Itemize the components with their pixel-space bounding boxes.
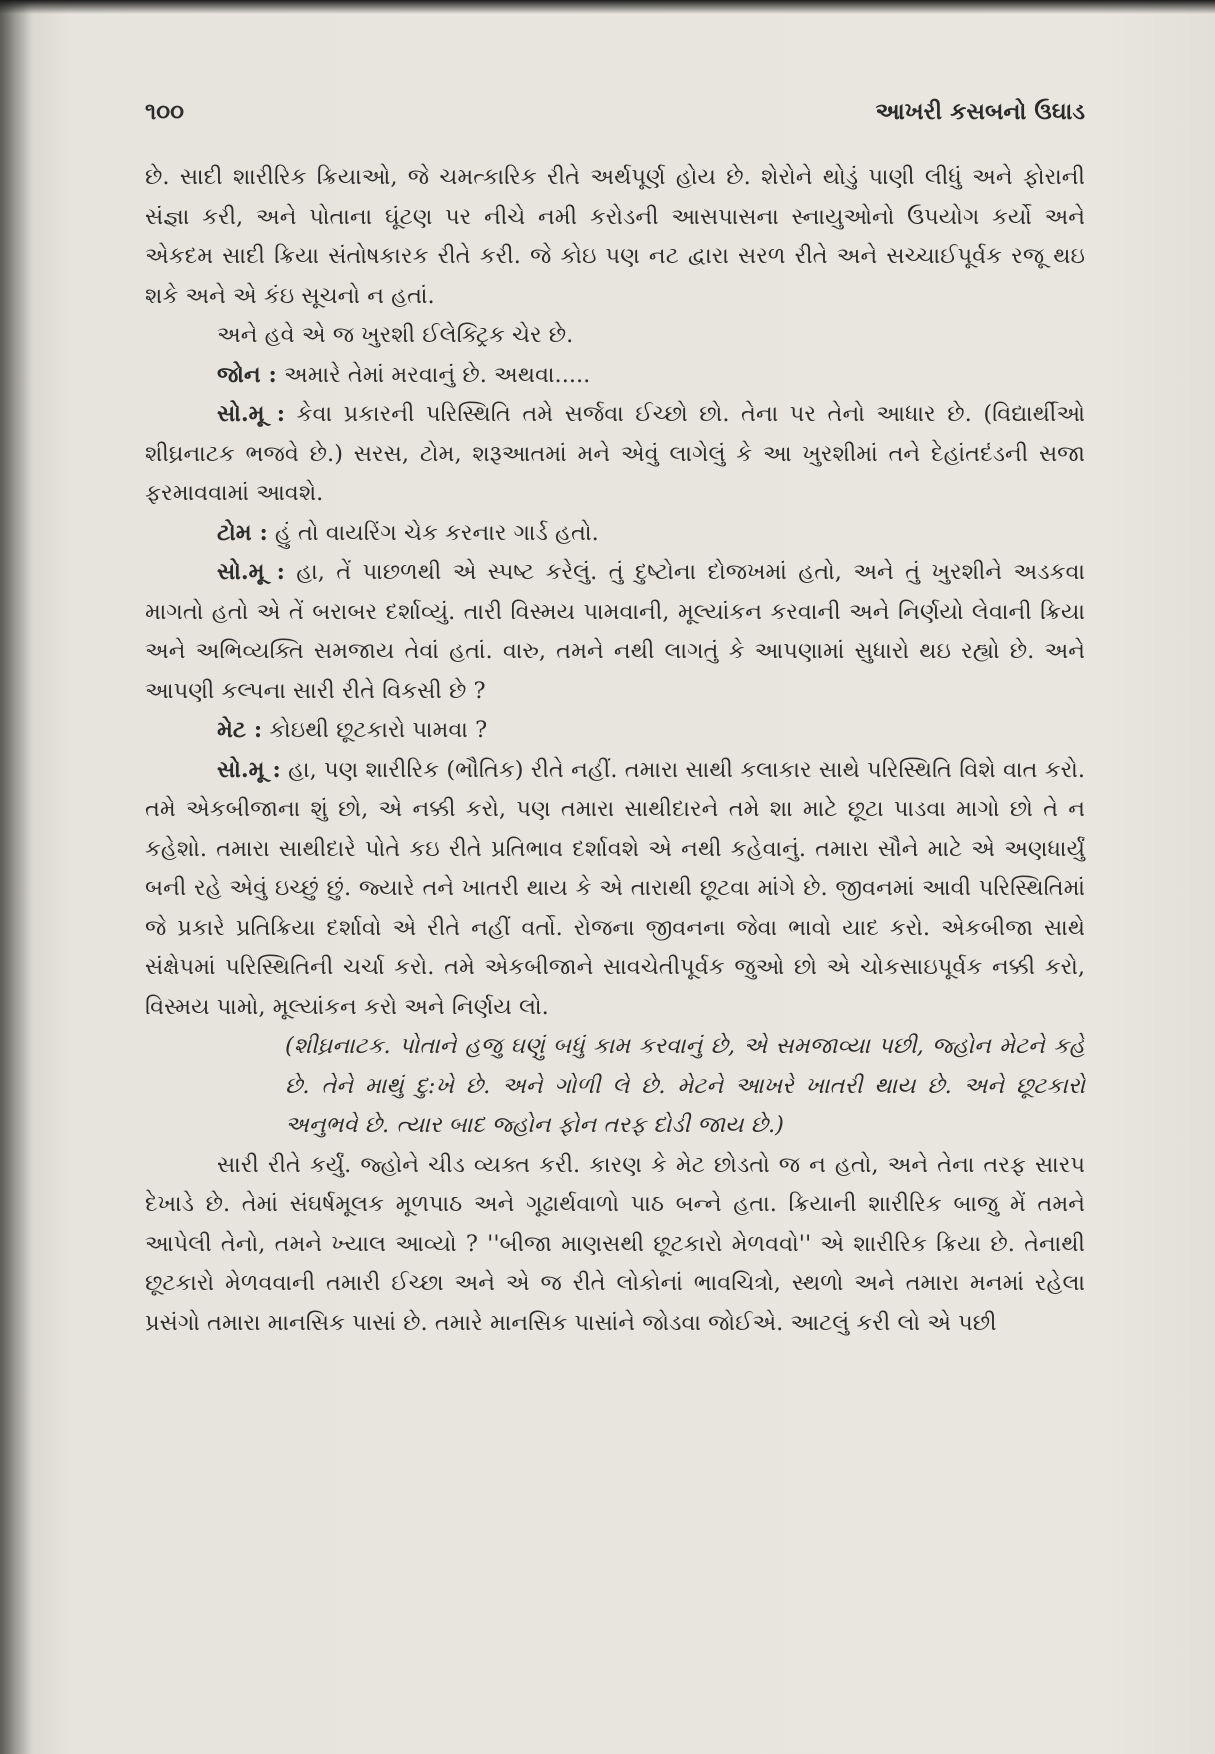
speaker-label: સો.મૂ : [217, 401, 286, 427]
paragraph: સારી રીતે કર્યું. જ્હોને ચીડ વ્યક્ત કરી. કારણ કે મેટ છોડતો જ ન હતો, અને તેના તરફ સારપ દેખાડે છે. તેમાં સંઘર્ષમૂલક મૂળપાઠ અને ગૂઢાર્થવાળો પાઠ બન્ને હતા. ક્રિયાની શારીરિક બાજુ મેં તમને આપેલી તેનો, તમને ખ્યાલ આવ્યો ? ''બીજા માણસથી છૂટકારો મેળવવો'' એ શારીરિક ક્રિયા છે. તેનાથી છૂટકારો મેળવવાની તમારી ઈચ્છા અને એ જ રીતે લોકોનાં ભાવચિત્રો, સ્થળો અને તમારા મનમાં રહેલા પ્રસંગો તમારા માનસિક પાસાં છે. તમારે માનસિક પાસાંને જોડવા જોઈએ. આટલું કરી લો એ પછી [145, 1151, 1085, 1336]
running-header [145, 98, 1085, 138]
dialogue-text: કોઇથી છૂટકારો પામવા ? [262, 717, 488, 743]
paragraph: છે. સાદી શારીરિક ક્રિયાઓ, જે ચમત્કારિક રીતે અર્થપૂર્ણ હોય છે. શેરોને થોડું પાણી લીધું અને ફોરાની સંજ્ઞા કરી, અને પોતાના ઘૂંટણ પર નીચે નમી કરોડની આસપાસના સ્નાયુઓનો ઉપયોગ કર્યો અને એકદમ સાદી ક્રિયા સંતોષકારક રીતે કરી. જે કોઇ પણ નટ દ્વારા સરળ રીતે અને સચ્ચાઈપૂર્વક રજૂ થઇ શકે અને એ કંઇ સૂચનો ન હતાં. [145, 164, 1085, 309]
dialogue-line [145, 356, 1085, 396]
dialogue-text: હા, પણ શારીરિક (ભૌતિક) રીતે નહીં. તમારા સાથી કલાકાર સાથે પરિસ્થિતિ વિશે વાત કરો. તમે એકબીજાના શું છો, એ નક્કી કરો, પણ તમારા સાથીદારને તમે શા માટે છૂટા પાડવા માગો છો તે ન કહેશો. તમારા સાથીદારે પોતે કઇ રીતે પ્રતિભાવ દર્શાવશે એ નથી કહેવાનું. તમારા સૌને માટે એ અણધાર્યું બની રહે એવું ઇચ્છું છું. જ્યારે તને ખાતરી થાય કે એ તારાથી છૂટવા માંગે છે. જીવનમાં આવી પરિસ્થિતિમાં જે પ્રકારે પ્રતિક્રિયા દર્શાવો એ રીતે નહીં વર્તો. રોજના જીવનના જેવા ભાવો યાદ કરો. એકબીજા સાથે સંક્ષેપમાં પરિસ્થિતિની ચર્ચા કરો. તમે એકબીજાને સાવચેતીપૂર્વક જુઓ છો એ ચોકસાઇપૂર્વક નક્કી કરો, વિસ્મય પામો, મૂલ્યાંકન કરો અને નિર્ણય લો. [145, 756, 1085, 1020]
dialogue-line [145, 751, 1085, 1028]
dialogue-text: અમારે તેમાં મરવાનું છે. અથવા..... [276, 361, 591, 388]
dialogue-text: હા, તેં પાછળથી એ સ્પષ્ટ કરેલું. તું દુષ્ટોના દોજખમાં હતો, અને તું ખુરશીને અડકવા માગતો હતો એ તેં બરાબર દર્શાવ્યું. તારી વિસ્મય પામવાની, મૂલ્યાંકન કરવાની અને નિર્ણયો લેવાની ક્રિયા અને અભિવ્યક્તિ સમજાય તેવાં હતાં. વારુ, તમને નથી લાગતું કે આપણામાં સુધારો થઇ રહ્યો છે. અને આપણી કલ્પના સારી રીતે વિકસી છે ? [145, 559, 1085, 704]
speaker-label: સો.મૂ : [217, 559, 285, 585]
binding-shadow [0, 0, 30, 1754]
running-title: આખરી કસબનો ઉઘાડ [875, 98, 1085, 125]
dialogue-line [145, 553, 1085, 711]
speaker-label: ટોમ : [217, 519, 268, 546]
top-edge-shadow [0, 0, 1215, 14]
paragraph: અને હવે એ જ ખુરશી ઈલેક્ટ્રિક ચેર છે. [217, 322, 574, 348]
dialogue-text: હું તો વાયરિંગ ચેક કરનાર ગાર્ડ હતો. [267, 519, 599, 546]
dialogue-line [145, 395, 1085, 514]
page-number: ૧૦૦ [145, 98, 184, 125]
speaker-label: મેટ : [217, 717, 263, 743]
stage-direction: (શીઘ્રનાટક. પોતાને હજુ ઘણું બધું કામ કરવાનું છે, એ સમજાવ્યા પછી, જ્હોન મેટને કહે છે. તેને માથું દુ:ખે છે. અને ગોળી લે છે. મેટને આખરે ખાતરી થાય છે. અને છૂટકારો અનુભવે છે. ત્યાર બાદ જ્હોન ફોન તરફ દોડી જાય છે.) [285, 1033, 1085, 1138]
dialogue-line [145, 514, 1085, 554]
dialogue-line [145, 711, 1085, 751]
speaker-label: જોન : [217, 361, 277, 388]
dialogue-text: કેવા પ્રકારની પરિસ્થિતિ તમે સર્જવા ઈચ્છો છો. તેના પર તેનો આધાર છે. (વિદ્યાર્થીઓ શીઘ્રનાટક ભજવે છે.) સરસ, ટોમ, શરૂઆતમાં મને એવું લાગેલું કે આ ખુરશીમાં તને દેહાંતદંડની સજા ફરમાવવામાં આવશે. [145, 401, 1085, 506]
speaker-label: સો.મૂ : [217, 756, 281, 783]
page-body [145, 158, 1085, 1343]
